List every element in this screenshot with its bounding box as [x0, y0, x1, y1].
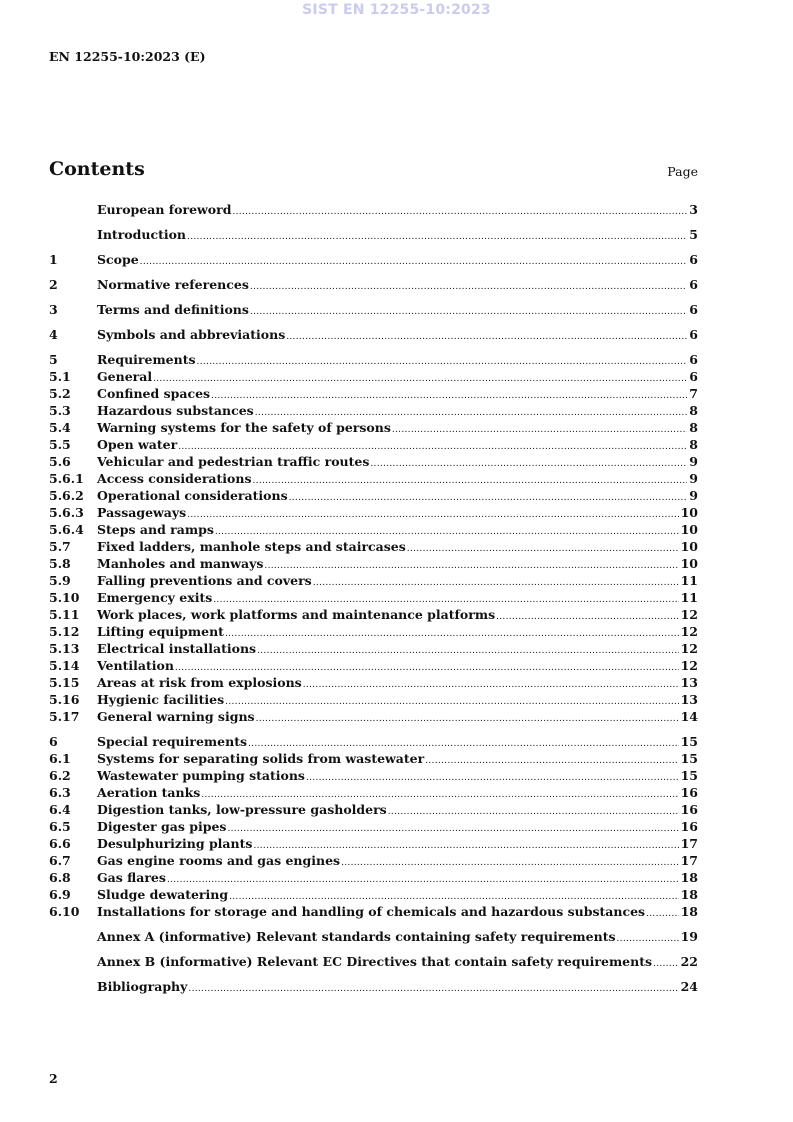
- toc-entry-page: 11: [680, 590, 698, 605]
- toc-entry-page: 22: [680, 954, 698, 969]
- toc-entry-page: 24: [680, 979, 698, 994]
- toc-entry[interactable]: [49, 708, 698, 725]
- toc-entry-number: 4: [49, 327, 58, 342]
- toc-entry-page: 12: [680, 607, 698, 622]
- toc-entry-title: General warning signs: [97, 709, 255, 724]
- toc-entry[interactable]: [49, 251, 698, 268]
- toc-entry-title: Introduction: [97, 227, 187, 242]
- toc-entry-number: 6.5: [49, 819, 71, 834]
- toc-entry-number: 5.10: [49, 590, 80, 605]
- toc-entry[interactable]: [49, 453, 698, 470]
- toc-entry[interactable]: [49, 674, 698, 691]
- toc-leader-dots: [167, 872, 679, 889]
- toc-entry[interactable]: [49, 784, 698, 801]
- toc-entry-page: 17: [680, 836, 698, 851]
- toc-entry[interactable]: [49, 886, 698, 903]
- toc-entry-page: 10: [680, 539, 698, 554]
- toc-entry-number: 5.14: [49, 658, 80, 673]
- toc-leader-dots: [253, 473, 688, 490]
- toc-entry-page: 6: [689, 369, 698, 384]
- toc-entry[interactable]: [49, 555, 698, 572]
- toc-entry-title: Requirements: [97, 352, 196, 367]
- toc-entry-page: 6: [689, 352, 698, 367]
- toc-leader-dots: [197, 354, 688, 371]
- toc-leader-dots: [232, 204, 687, 221]
- toc-entry-number: 5.8: [49, 556, 71, 571]
- toc-entry-page: 10: [680, 505, 698, 520]
- toc-entry-number: 5.9: [49, 573, 71, 588]
- toc-entry-title: Digestion tanks, low-pressure gasholders: [97, 802, 387, 817]
- toc-entry-page: 16: [680, 819, 698, 834]
- toc-entry-page: 11: [680, 573, 698, 588]
- toc-entry-title: Desulphurizing plants: [97, 836, 253, 851]
- toc-entry-page: 16: [680, 785, 698, 800]
- toc-entry-title: Electrical installations: [97, 641, 257, 656]
- toc-entry-page: 15: [680, 768, 698, 783]
- toc-entry[interactable]: [49, 226, 698, 243]
- toc-entry-page: 15: [680, 734, 698, 749]
- toc-entry-title: Operational considerations: [97, 488, 288, 503]
- toc-entry[interactable]: [49, 301, 698, 318]
- toc-entry-number: 5.11: [49, 607, 80, 622]
- toc-entry-page: 13: [680, 692, 698, 707]
- toc-entry-number: 5.16: [49, 692, 80, 707]
- toc-leader-dots: [388, 804, 679, 821]
- toc-entry-title: Lifting equipment: [97, 624, 224, 639]
- toc-entry-title: Special requirements: [97, 734, 248, 749]
- toc-entry-page: 10: [680, 556, 698, 571]
- toc-entry[interactable]: [49, 606, 698, 623]
- toc-entry-title: Aeration tanks: [97, 785, 201, 800]
- toc-entry[interactable]: [49, 691, 698, 708]
- page-column-label: Page: [667, 164, 698, 179]
- toc-entry-title: Bibliography: [97, 979, 188, 994]
- toc-leader-dots: [250, 279, 687, 296]
- toc-entry[interactable]: [49, 903, 698, 920]
- toc-entry-page: 9: [689, 454, 698, 469]
- toc-entry-title: Emergency exits: [97, 590, 213, 605]
- toc-leader-dots: [187, 507, 678, 524]
- toc-entry[interactable]: [49, 402, 698, 419]
- toc-entry[interactable]: [49, 928, 698, 945]
- toc-entry[interactable]: [49, 869, 698, 886]
- toc-entry-number: 5.15: [49, 675, 80, 690]
- toc-entry-number: 6.2: [49, 768, 71, 783]
- toc-entry-number: 6.7: [49, 853, 71, 868]
- toc-entry-title: Areas at risk from explosions: [97, 675, 302, 690]
- toc-entry[interactable]: [49, 276, 698, 293]
- document-id: EN 12255-10:2023 (E): [49, 49, 206, 64]
- toc-entry-page: 9: [689, 471, 698, 486]
- toc-entry[interactable]: [49, 470, 698, 487]
- toc-entry[interactable]: [49, 835, 698, 852]
- toc-entry-page: 13: [680, 675, 698, 690]
- toc-entry-page: 8: [689, 420, 698, 435]
- toc-entry[interactable]: [49, 368, 698, 385]
- toc-leader-dots: [257, 643, 679, 660]
- toc-entry-page: 6: [689, 277, 698, 292]
- toc-entry-title: Normative references: [97, 277, 249, 292]
- watermark: SIST EN 12255-10:2023: [302, 2, 491, 18]
- toc-entry[interactable]: [49, 326, 698, 343]
- toc-entry-title: Steps and ramps: [97, 522, 214, 537]
- toc-leader-dots: [225, 694, 678, 711]
- toc-entry-number: 6.10: [49, 904, 80, 919]
- toc-entry-number: 5.2: [49, 386, 71, 401]
- toc-entry-title: Sludge dewatering: [97, 887, 229, 902]
- toc-entry-title: Annex B (informative) Relevant EC Directives that contain safety requirements: [97, 954, 653, 969]
- toc-entry-number: 6.3: [49, 785, 71, 800]
- toc-entry-title: Digester gas pipes: [97, 819, 227, 834]
- toc-entry-title: Annex A (informative) Relevant standards containing safety requirements: [97, 929, 616, 944]
- toc-entry-number: 6.6: [49, 836, 71, 851]
- toc-leader-dots: [187, 229, 687, 246]
- toc-entry[interactable]: [49, 589, 698, 606]
- toc-entry-page: 12: [680, 641, 698, 656]
- toc-leader-dots: [313, 575, 679, 592]
- toc-leader-dots: [227, 821, 678, 838]
- toc-entry-page: 14: [680, 709, 698, 724]
- toc-leader-dots: [392, 422, 687, 439]
- toc-entry-page: 3: [689, 202, 698, 217]
- toc-entry-number: 5.4: [49, 420, 71, 435]
- toc-entry-number: 5.12: [49, 624, 80, 639]
- toc-entry-page: 10: [680, 522, 698, 537]
- toc-entry[interactable]: [49, 767, 698, 784]
- toc-entry-page: 8: [689, 403, 698, 418]
- toc-entry-page: 6: [689, 252, 698, 267]
- toc-entry-page: 18: [680, 870, 698, 885]
- toc-leader-dots: [211, 388, 687, 405]
- toc-entry-page: 5: [689, 227, 698, 242]
- toc-entry[interactable]: [49, 572, 698, 589]
- toc-entry[interactable]: [49, 657, 698, 674]
- toc-leader-dots: [289, 490, 688, 507]
- toc-entry-number: 6.4: [49, 802, 71, 817]
- toc-entry-title: Open water: [97, 437, 178, 452]
- contents-heading: Contents: [49, 158, 145, 180]
- toc-entry-number: 5.7: [49, 539, 71, 554]
- toc-entry-title: Wastewater pumping stations: [97, 768, 305, 783]
- toc-entry[interactable]: [49, 201, 698, 218]
- toc-leader-dots: [407, 541, 679, 558]
- toc-entry-number: 5.6.3: [49, 505, 84, 520]
- toc-entry-page: 12: [680, 658, 698, 673]
- toc-entry-title: Hygienic facilities: [97, 692, 225, 707]
- toc-leader-dots: [425, 753, 678, 770]
- toc-entry[interactable]: [49, 978, 698, 995]
- toc-entry-title: General: [97, 369, 153, 384]
- toc-entry[interactable]: [49, 436, 698, 453]
- toc-entry[interactable]: [49, 351, 698, 368]
- toc-entry[interactable]: [49, 640, 698, 657]
- toc-entry-title: Installations for storage and handling of chemicals and hazardous substances: [97, 904, 646, 919]
- toc-entry-page: 17: [680, 853, 698, 868]
- toc-leader-dots: [370, 456, 687, 473]
- toc-entry[interactable]: [49, 521, 698, 538]
- toc-entry-number: 5.6.2: [49, 488, 84, 503]
- toc-entry-number: 6.1: [49, 751, 71, 766]
- toc-leader-dots: [286, 329, 687, 346]
- toc-leader-dots: [496, 609, 678, 626]
- toc-entry-page: 8: [689, 437, 698, 452]
- toc-leader-dots: [306, 770, 679, 787]
- toc-leader-dots: [617, 931, 679, 948]
- toc-entry-title: Gas flares: [97, 870, 166, 885]
- toc-entry-page: 18: [680, 887, 698, 902]
- toc-leader-dots: [303, 677, 679, 694]
- toc-entry-title: Work places, work platforms and maintenance platforms: [97, 607, 496, 622]
- toc-entry-title: Passageways: [97, 505, 187, 520]
- toc-entry-number: 5.3: [49, 403, 71, 418]
- toc-entry-number: 2: [49, 277, 58, 292]
- toc-entry-number: 5.6.4: [49, 522, 84, 537]
- toc-entry[interactable]: [49, 623, 698, 640]
- toc-entry-number: 5.13: [49, 641, 80, 656]
- toc-leader-dots: [225, 626, 679, 643]
- toc-entry-page: 9: [689, 488, 698, 503]
- toc-entry-number: 5.6.1: [49, 471, 84, 486]
- toc-entry[interactable]: [49, 419, 698, 436]
- toc-entry[interactable]: [49, 852, 698, 869]
- toc-entry-number: 5.17: [49, 709, 80, 724]
- toc-entry-page: 6: [689, 327, 698, 342]
- toc-entry[interactable]: [49, 487, 698, 504]
- toc-leader-dots: [140, 254, 688, 271]
- toc-leader-dots: [188, 981, 678, 998]
- toc-entry-title: Confined spaces: [97, 386, 211, 401]
- toc-entry-title: Access considerations: [97, 471, 252, 486]
- toc-entry[interactable]: [49, 750, 698, 767]
- toc-entry-title: Ventilation: [97, 658, 174, 673]
- toc-entry-title: Warning systems for the safety of persons: [97, 420, 391, 435]
- toc-leader-dots: [646, 906, 678, 923]
- toc-entry-page: 16: [680, 802, 698, 817]
- toc-leader-dots: [264, 558, 678, 575]
- toc-entry-title: Hazardous substances: [97, 403, 254, 418]
- toc-entry-title: Symbols and abbreviations: [97, 327, 286, 342]
- toc-entry-number: 3: [49, 302, 58, 317]
- toc-entry-number: 5.6: [49, 454, 71, 469]
- toc-leader-dots: [153, 371, 687, 388]
- toc-entry-page: 15: [680, 751, 698, 766]
- toc-entry-page: 12: [680, 624, 698, 639]
- toc-entry-number: 1: [49, 252, 58, 267]
- toc-entry-title: European foreword: [97, 202, 232, 217]
- toc-entry-page: 7: [689, 386, 698, 401]
- toc-entry-number: 5.5: [49, 437, 71, 452]
- table-of-contents: [49, 201, 698, 995]
- toc-entry[interactable]: [49, 538, 698, 555]
- toc-entry-page: 19: [680, 929, 698, 944]
- toc-entry-title: Systems for separating solids from wastewater: [97, 751, 425, 766]
- toc-entry-number: 6.9: [49, 887, 71, 902]
- toc-entry-title: Falling preventions and covers: [97, 573, 312, 588]
- toc-entry-title: Fixed ladders, manhole steps and staircases: [97, 539, 406, 554]
- toc-leader-dots: [341, 855, 679, 872]
- toc-entry[interactable]: [49, 385, 698, 402]
- toc-leader-dots: [250, 304, 687, 321]
- toc-entry-page: 18: [680, 904, 698, 919]
- toc-entry-title: Terms and definitions: [97, 302, 249, 317]
- toc-entry-number: 6: [49, 734, 58, 749]
- toc-entry-title: Manholes and manways: [97, 556, 264, 571]
- toc-entry[interactable]: [49, 801, 698, 818]
- toc-entry[interactable]: [49, 818, 698, 835]
- toc-entry-title: Gas engine rooms and gas engines: [97, 853, 341, 868]
- toc-entry[interactable]: [49, 504, 698, 521]
- toc-entry-number: 5.1: [49, 369, 71, 384]
- toc-entry[interactable]: [49, 733, 698, 750]
- toc-entry[interactable]: [49, 953, 698, 970]
- page-number: 2: [49, 1071, 58, 1086]
- toc-entry-title: Scope: [97, 252, 139, 267]
- toc-leader-dots: [653, 956, 679, 973]
- toc-entry-page: 6: [689, 302, 698, 317]
- toc-entry-number: 6.8: [49, 870, 71, 885]
- toc-leader-dots: [256, 711, 679, 728]
- toc-entry-number: 5: [49, 352, 58, 367]
- toc-entry-title: Vehicular and pedestrian traffic routes: [97, 454, 370, 469]
